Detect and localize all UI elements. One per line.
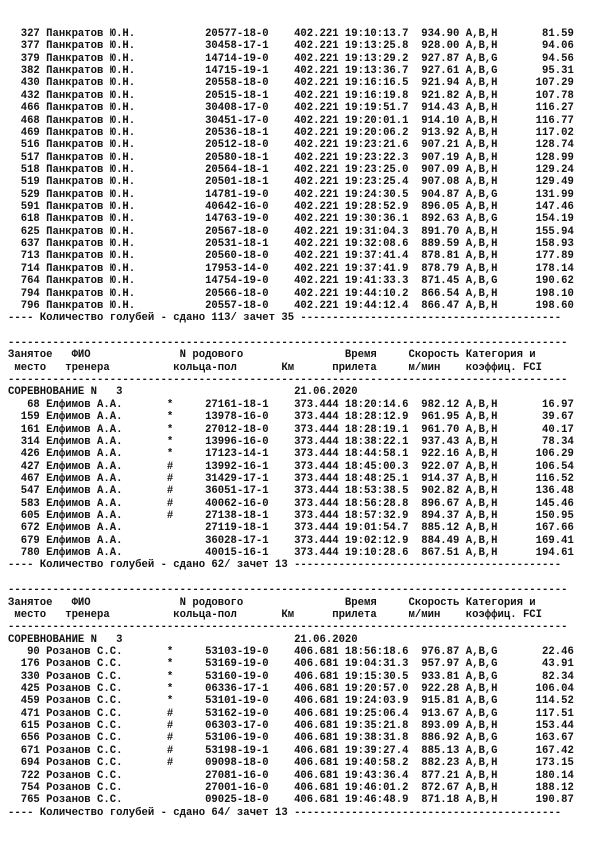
result-row: 430 Панкратов Ю.Н. 20558-18-0 402.221 19:16:16.5 921.94 A,B,H 107.29 bbox=[8, 77, 574, 90]
blank-line bbox=[8, 325, 596, 337]
result-row: 765 Розанов С.С. 09025-18-0 406.681 19:46:48.9 871.18 A,B,H 190.87 bbox=[8, 794, 574, 807]
divider-line: ---------------------------------------------------------------------------------------- bbox=[8, 584, 568, 597]
result-row: 330 Розанов С.С. * 53160-19-0 406.681 19:15:30.5 933.81 A,B,G 82.34 bbox=[8, 670, 574, 683]
result-row: 517 Панкратов Ю.Н. 20580-18-1 402.221 19:23:22.3 907.19 A,B,H 128.99 bbox=[8, 151, 574, 164]
result-row: 519 Панкратов Ю.Н. 20501-18-1 402.221 19:23:25.4 907.08 A,B,H 129.49 bbox=[8, 176, 574, 189]
result-row: 796 Панкратов Ю.Н. 20557-18-0 402.221 19:44:12.4 866.47 A,B,H 198.60 bbox=[8, 299, 574, 312]
result-row: 159 Елфимов А.А. * 13978-16-0 373.444 18:28:12.9 961.95 A,B,H 39.67 bbox=[8, 411, 574, 424]
result-row: 68 Елфимов А.А. * 27161-18-1 373.444 18:20:14.6 982.12 A,B,H 16.97 bbox=[8, 398, 574, 411]
result-row: 432 Панкратов Ю.Н. 20515-18-1 402.221 19:16:19.8 921.82 A,B,H 107.78 bbox=[8, 89, 574, 102]
result-row: 426 Елфимов А.А. * 17123-14-1 373.444 18:44:58.1 922.16 A,B,H 106.29 bbox=[8, 448, 574, 461]
result-row: 679 Елфимов А.А. 36028-17-1 373.444 19:02:12.9 884.49 A,B,H 169.41 bbox=[8, 534, 574, 547]
result-row: 713 Панкратов Ю.Н. 20560-18-0 402.221 19:37:41.4 878.81 A,B,H 177.89 bbox=[8, 250, 574, 263]
result-row: 425 Розанов С.С. * 06336-17-1 406.681 19:20:57.0 922.28 A,B,H 106.04 bbox=[8, 683, 574, 696]
result-row: 637 Панкратов Ю.Н. 20531-18-1 402.221 19:32:08.6 889.59 A,B,H 158.93 bbox=[8, 238, 574, 251]
result-row: 722 Розанов С.С. 27081-16-0 406.681 19:43:36.4 877.21 A,B,H 180.14 bbox=[8, 769, 574, 782]
competition-line: СОРЕВНОВАНИЕ N 3 21.06.2020 bbox=[8, 633, 358, 646]
result-row: 518 Панкратов Ю.Н. 20564-18-1 402.221 19:23:25.0 907.09 A,B,H 129.24 bbox=[8, 163, 574, 176]
result-row: 764 Панкратов Ю.Н. 14754-19-0 402.221 19:41:33.3 871.45 A,B,G 190.62 bbox=[8, 275, 574, 288]
result-row: 468 Панкратов Ю.Н. 30451-17-0 402.221 19:20:01.1 914.10 A,B,H 116.77 bbox=[8, 114, 574, 127]
blank-line bbox=[8, 572, 596, 584]
results-document bbox=[8, 28, 596, 819]
summary-line: ---- Количество голубей - сдано 62/ зачет 13 ------------------------------------------ bbox=[8, 559, 562, 572]
table-header-line: место тренера кольца-пол Км прилета м/мин коэффиц. FCI bbox=[8, 361, 543, 374]
divider-line: ---------------------------------------------------------------------------------------- bbox=[8, 336, 568, 349]
result-row: 469 Панкратов Ю.Н. 20536-18-1 402.221 19:20:06.2 913.92 A,B,H 117.02 bbox=[8, 126, 574, 139]
summary-line: ---- Количество голубей - сдано 64/ зачет 13 ------------------------------------------ bbox=[8, 806, 562, 819]
result-row: 625 Панкратов Ю.Н. 20567-18-0 402.221 19:31:04.3 891.70 A,B,H 155.94 bbox=[8, 225, 574, 238]
result-row: 780 Елфимов А.А. 40015-16-1 373.444 19:10:28.6 867.51 A,B,H 194.61 bbox=[8, 547, 574, 560]
table-header-line: Занятое ФИО N родового Время Скорость Категория и bbox=[8, 596, 536, 609]
result-row: 615 Розанов С.С. # 06303-17-0 406.681 19:35:21.8 893.09 A,B,H 153.44 bbox=[8, 720, 574, 733]
result-row: 714 Панкратов Ю.Н. 17953-14-0 402.221 19:37:41.9 878.79 A,B,H 178.14 bbox=[8, 262, 574, 275]
result-row: 382 Панкратов Ю.Н. 14715-19-1 402.221 19:13:36.7 927.61 A,B,G 95.31 bbox=[8, 65, 574, 78]
result-row: 694 Розанов С.С. # 09098-18-0 406.681 19:40:58.2 882.23 A,B,H 173.15 bbox=[8, 757, 574, 770]
result-row: 671 Розанов С.С. # 53198-19-1 406.681 19:39:27.4 885.13 A,B,G 167.42 bbox=[8, 744, 574, 757]
divider-line: ---------------------------------------------------------------------------------------- bbox=[8, 374, 568, 387]
result-row: 591 Панкратов Ю.Н. 40642-16-0 402.221 19:28:52.9 896.05 A,B,H 147.46 bbox=[8, 201, 574, 214]
result-row: 327 Панкратов Ю.Н. 20577-18-0 402.221 19:10:13.7 934.90 A,B,H 81.59 bbox=[8, 28, 574, 40]
result-row: 516 Панкратов Ю.Н. 20512-18-0 402.221 19:23:21.6 907.21 A,B,H 128.74 bbox=[8, 139, 574, 152]
summary-line: ---- Количество голубей - сдано 113/ зачет 35 ----------------------------------------- bbox=[8, 312, 562, 325]
result-row: 314 Елфимов А.А. * 13996-16-0 373.444 18:38:22.1 937.43 A,B,H 78.34 bbox=[8, 435, 574, 448]
divider-line: ---------------------------------------------------------------------------------------- bbox=[8, 621, 568, 634]
result-row: 467 Елфимов А.А. # 31429-17-1 373.444 18:48:25.1 914.37 A,B,H 116.52 bbox=[8, 472, 574, 485]
result-row: 161 Елфимов А.А. * 27012-18-0 373.444 18:28:19.1 961.70 A,B,H 40.17 bbox=[8, 423, 574, 436]
result-row: 618 Панкратов Ю.Н. 14763-19-0 402.221 19:30:36.1 892.63 A,B,G 154.19 bbox=[8, 213, 574, 226]
result-row: 583 Елфимов А.А. # 40062-16-0 373.444 18:56:28.8 896.67 A,B,H 145.46 bbox=[8, 497, 574, 510]
result-row: 176 Розанов С.С. * 53169-19-0 406.681 19:04:31.3 957.97 A,B,G 43.91 bbox=[8, 658, 574, 671]
competition-line: СОРЕВНОВАНИЕ N 3 21.06.2020 bbox=[8, 386, 358, 399]
result-row: 459 Розанов С.С. * 53101-19-0 406.681 19:24:03.9 915.81 A,B,G 114.52 bbox=[8, 695, 574, 708]
result-row: 529 Панкратов Ю.Н. 14781-19-0 402.221 19:24:30.5 904.87 A,B,G 131.99 bbox=[8, 188, 574, 201]
result-row: 754 Розанов С.С. 27001-16-0 406.681 19:46:01.2 872.67 A,B,H 188.12 bbox=[8, 781, 574, 794]
table-header-line: Занятое ФИО N родового Время Скорость Категория и bbox=[8, 349, 536, 362]
result-row: 794 Панкратов Ю.Н. 20566-18-0 402.221 19:44:10.2 866.54 A,B,H 198.10 bbox=[8, 287, 574, 300]
result-row: 547 Елфимов А.А. # 36051-17-1 373.444 18:53:38.5 902.82 A,B,H 136.48 bbox=[8, 485, 574, 498]
result-row: 377 Панкратов Ю.Н. 30458-17-1 402.221 19:13:25.8 928.00 A,B,H 94.06 bbox=[8, 40, 574, 53]
result-row: 427 Елфимов А.А. # 13992-16-1 373.444 18:45:00.3 922.07 A,B,H 106.54 bbox=[8, 460, 574, 473]
table-header-line: место тренера кольца-пол Км прилета м/мин коэффиц. FCI bbox=[8, 608, 543, 621]
result-row: 605 Елфимов А.А. # 27138-18-1 373.444 18:57:32.9 894.37 A,B,H 150.95 bbox=[8, 510, 574, 523]
result-row: 466 Панкратов Ю.Н. 30408-17-0 402.221 19:19:51.7 914.43 A,B,H 116.27 bbox=[8, 102, 574, 115]
result-row: 90 Розанов С.С. * 53103-19-0 406.681 18:56:18.6 976.87 A,B,G 22.46 bbox=[8, 645, 574, 658]
result-row: 471 Розанов С.С. # 53162-19-0 406.681 19:25:06.4 913.67 A,B,G 117.51 bbox=[8, 707, 574, 720]
result-row: 672 Елфимов А.А. 27119-18-1 373.444 19:01:54.7 885.12 A,B,H 167.66 bbox=[8, 522, 574, 535]
result-row: 379 Панкратов Ю.Н. 14714-19-0 402.221 19:13:29.2 927.87 A,B,G 94.56 bbox=[8, 52, 574, 65]
result-row: 656 Розанов С.С. # 53106-19-0 406.681 19:38:31.8 886.92 A,B,G 163.67 bbox=[8, 732, 574, 745]
